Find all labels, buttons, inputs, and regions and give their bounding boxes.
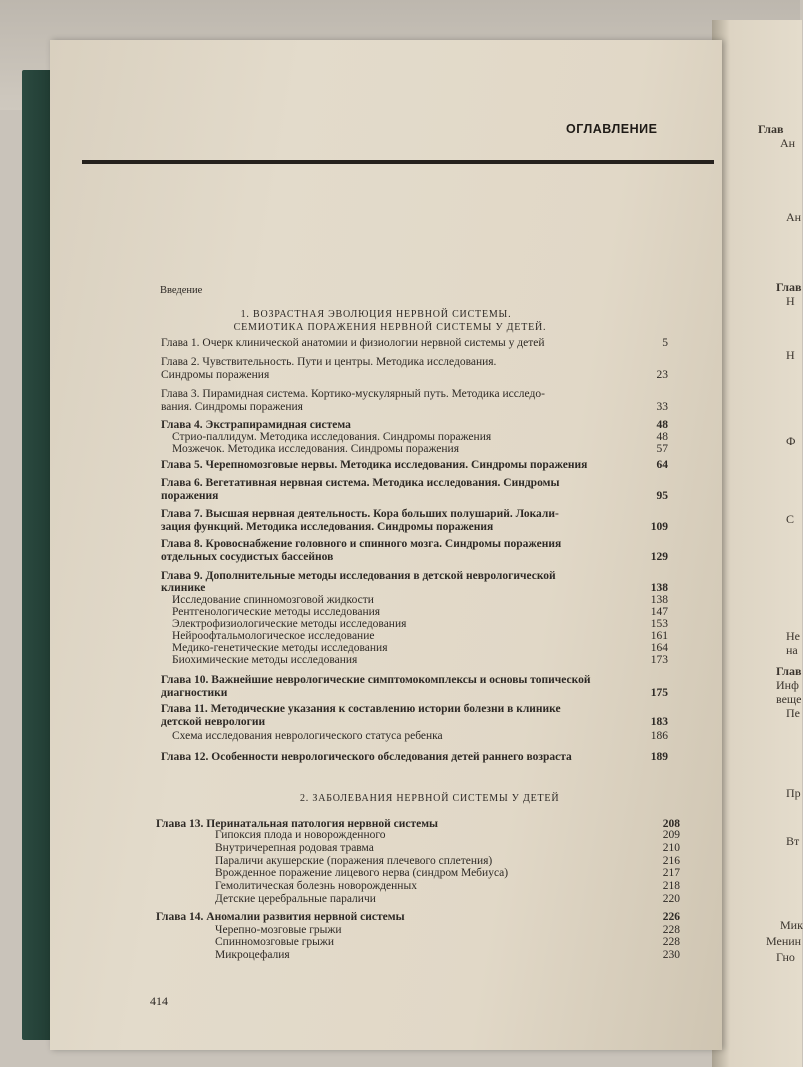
toc-page-number: 183 (650, 716, 668, 728)
toc-entry: Синдромы поражения (161, 369, 270, 381)
toc-page-number: 5 (662, 337, 668, 349)
toc-page-number: 48 (656, 431, 668, 443)
toc-page-number: 138 (650, 582, 668, 594)
toc-page-number: 217 (662, 867, 680, 879)
toc-entry: диагностики (161, 687, 228, 699)
toc-entry: Глава 9. Дополнительные методы исследования в детской неврологической (161, 570, 556, 582)
toc-page-number: 147 (650, 606, 668, 618)
toc-page-number: 23 (656, 369, 668, 381)
header-rule (82, 160, 714, 164)
intro-entry: Введение (160, 285, 203, 296)
toc-page-number: 228 (662, 924, 680, 936)
toc-entry: Глава 5. Черепномозговые нервы. Методика исследования. Синдромы поражения (161, 459, 588, 471)
section1-line1: 1. ВОЗРАСТНАЯ ЭВОЛЮЦИЯ НЕРВНОЙ СИСТЕМЫ. (240, 309, 512, 320)
toc-entry: Глава 8. Кровоснабжение головного и спинного мозга. Синдромы поражения (161, 538, 562, 550)
toc-page-number: 209 (662, 829, 680, 841)
toc-entry: Глава 4. Экстрапирамидная система (161, 419, 351, 431)
facing-page-line: Не (786, 629, 800, 643)
toc-entry: Детские церебральные параличи (215, 893, 376, 905)
toc-entry: Биохимические методы исследования (172, 654, 358, 666)
toc-page-number: 226 (662, 911, 680, 923)
facing-page-line: С (786, 512, 795, 526)
toc-page-number: 33 (656, 401, 668, 413)
toc-entry: Глава 13. Перинатальная патология нервной системы (156, 818, 439, 830)
toc-entry: Стрио-паллидум. Методика исследования. Синдромы поражения (172, 431, 492, 443)
toc-entry: Глава 12. Особенности неврологического обследования детей раннего возраста (161, 751, 572, 763)
facing-page-line: Инф (776, 678, 799, 692)
toc-entry: Врожденное поражение лицевого нерва (синдром Мебиуса) (215, 867, 509, 879)
toc-page-number: 164 (650, 642, 668, 654)
toc-entry: Глава 7. Высшая нервная деятельность. Кора больших полушарий. Локали- (161, 508, 559, 520)
toc-entry: Черепно-мозговые грыжи (215, 924, 342, 936)
toc-entry: клинике (161, 582, 206, 594)
toc-entry: Схема исследования неврологического статуса ребенка (172, 730, 443, 742)
toc-entry: Рентгенологические методы исследования (172, 606, 381, 618)
toc-entry: Гемолитическая болезнь новорожденных (215, 880, 417, 892)
toc-page-number: 173 (650, 654, 668, 666)
toc-entry: Нейроофтальмологическое исследование (172, 630, 375, 642)
toc-entry: Глава 10. Важнейшие неврологические симптомокомплексы и основы топической (161, 674, 591, 686)
facing-page-line: Ф (786, 434, 796, 448)
toc-entry: Мозжечок. Методика исследования. Синдромы поражения (172, 443, 460, 455)
toc-page-number: 208 (662, 818, 680, 830)
toc-page-number: 220 (662, 893, 680, 905)
toc-page-number: 210 (662, 842, 680, 854)
toc-entry: Медико-генетические методы исследования (172, 642, 388, 654)
facing-page-line: Вт (786, 834, 800, 848)
toc-entry: Микроцефалия (215, 949, 290, 961)
toc-page-number: 189 (650, 751, 668, 763)
toc-entry: детской неврологии (161, 716, 266, 728)
toc-entry: вания. Синдромы поражения (161, 401, 303, 413)
toc-entry: Глава 2. Чувствительность. Пути и центры. Методика исследования. (161, 356, 497, 368)
toc-page-number: 161 (650, 630, 668, 642)
facing-page-line: Глав (758, 122, 784, 136)
facing-page-line: Пр (786, 786, 801, 800)
toc-page-number: 64 (656, 459, 668, 471)
facing-page (712, 20, 802, 1067)
facing-page-line: Ан (780, 136, 796, 150)
toc-entry: Электрофизиологические методы исследования (172, 618, 407, 630)
page-number: 414 (150, 994, 168, 1008)
toc-entry: Внутричерепная родовая травма (215, 842, 374, 854)
section2-title: 2. ЗАБОЛЕВАНИЯ НЕРВНОЙ СИСТЕМЫ У ДЕТЕЙ (300, 793, 560, 804)
facing-page-line: Глав (776, 280, 802, 294)
toc-entry: Глава 1. Очерк клинической анатомии и физиологии нервной системы у детей (161, 337, 545, 349)
facing-page-line: Глав (776, 664, 802, 678)
facing-page-line: веще (776, 692, 802, 706)
section1-line2: СЕМИОТИКА ПОРАЖЕНИЯ НЕРВНОЙ СИСТЕМЫ У ДЕТЕЙ. (233, 322, 547, 333)
toc-page-number: 153 (650, 618, 668, 630)
facing-page-line: Пе (786, 706, 800, 720)
toc-page-number: 129 (650, 551, 668, 563)
facing-page-line: Н (786, 294, 795, 308)
facing-page-line: Мик (780, 918, 803, 932)
toc-page-number: 186 (650, 730, 668, 742)
toc-page-number: 48 (656, 419, 668, 431)
toc-entry: поражения (161, 490, 219, 502)
toc-entry: зация функций. Методика исследования. Синдромы поражения (161, 521, 494, 533)
toc-entry: Исследование спинномозговой жидкости (172, 594, 374, 606)
toc-page-number: 216 (662, 855, 680, 867)
toc-page-number: 95 (656, 490, 668, 502)
facing-page-line: Ан (786, 210, 802, 224)
toc-entry: Параличи акушерские (поражения плечевого сплетения) (215, 855, 493, 867)
toc-page-number: 57 (656, 443, 668, 455)
toc-entry: Глава 14. Аномалии развития нервной системы (156, 911, 405, 923)
toc-page-number: 228 (662, 936, 680, 948)
toc-page-number: 230 (662, 949, 680, 961)
toc-entry: Глава 6. Вегетативная нервная система. Методика исследования. Синдромы (161, 477, 560, 489)
page-title: ОГЛАВЛЕНИЕ (566, 122, 658, 136)
toc-page-number: 138 (650, 594, 668, 606)
toc-entry: Гипоксия плода и новорожденного (215, 829, 386, 841)
facing-page-line: Гно (776, 950, 795, 964)
facing-page-line: Менин (766, 934, 802, 948)
toc-entry: отдельных сосудистых бассейнов (161, 551, 334, 563)
toc-entry: Глава 11. Методические указания к составлению истории болезни в клинике (161, 703, 561, 715)
toc-page-number: 175 (650, 687, 668, 699)
toc-page-number: 109 (650, 521, 668, 533)
toc-page-number: 218 (662, 880, 680, 892)
toc-entry: Спинномозговые грыжи (215, 936, 334, 948)
toc-entry: Глава 3. Пирамидная система. Кортико-мускулярный путь. Методика исследо- (161, 388, 545, 400)
facing-page-line: на (786, 643, 798, 657)
facing-page-line: Н (786, 348, 795, 362)
